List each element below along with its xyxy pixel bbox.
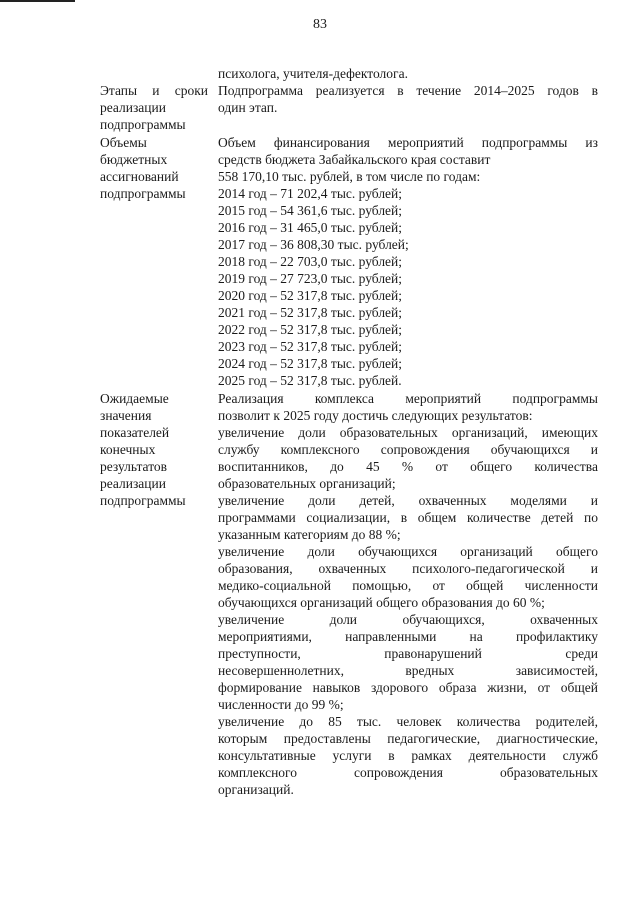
funding-intro-line: средств бюджета Забайкальского края составит xyxy=(218,152,491,167)
results-text-line: численности до 99 %; xyxy=(218,697,344,712)
funding-year-line: 2020 год – 52 317,8 тыс. рублей; xyxy=(218,288,403,303)
funding-year-line: 2024 год – 52 317,8 тыс. рублей; xyxy=(218,356,403,371)
results-text-line: комплексного сопровождения образовательных xyxy=(218,765,598,780)
funding-year-line: 2019 год – 27 723,0 тыс. рублей; xyxy=(218,271,403,286)
stages-label-line: Этапы и сроки xyxy=(100,83,208,98)
funding-intro-line: 558 170,10 тыс. рублей, в том числе по годам: xyxy=(218,169,481,184)
top-rule xyxy=(0,0,75,2)
results-text-line: увеличение доли обучающихся организаций общего xyxy=(218,544,598,559)
results-text-line: позволит к 2025 году достичь следующих результатов: xyxy=(218,408,533,423)
results-text-line: консультативные услуги в рамках деятельности служб xyxy=(218,748,598,763)
results-text-line: увеличение доли детей, охваченных моделями и xyxy=(218,493,598,508)
results-label-line: показателей xyxy=(100,425,170,440)
funding-label-line: бюджетных xyxy=(100,152,168,167)
results-text-line: образования, охваченных психолого-педагогической и xyxy=(218,561,598,576)
funding-year-line: 2025 год – 52 317,8 тыс. рублей. xyxy=(218,373,402,388)
results-text-line: службу комплексного сопровождения обучающихся и xyxy=(218,442,598,457)
stages-label-line: реализации xyxy=(100,100,166,115)
results-text-line: организаций. xyxy=(218,782,294,797)
stages-label-line: подпрограммы xyxy=(100,117,186,132)
results-text-line: образовательных организаций; xyxy=(218,476,396,491)
funding-year-line: 2022 год – 52 317,8 тыс. рублей; xyxy=(218,322,403,337)
funding-year-line: 2015 год – 54 361,6 тыс. рублей; xyxy=(218,203,403,218)
results-label-line: значения xyxy=(100,408,152,423)
funding-label-line: подпрограммы xyxy=(100,186,186,201)
results-label-line: конечных xyxy=(100,442,156,457)
results-label-line: подпрограммы xyxy=(100,493,186,508)
funding-label-line: ассигнований xyxy=(100,169,179,184)
results-label-line: реализации xyxy=(100,476,166,491)
results-label-line: Ожидаемые xyxy=(100,391,169,406)
results-text-line: мероприятиями, направленными на профилактику xyxy=(218,629,598,644)
results-text-line: формирование навыков здорового образа жизни, от общей xyxy=(218,680,598,695)
funding-year-line: 2017 год – 36 808,30 тыс. рублей; xyxy=(218,237,409,252)
stages-text-line: Подпрограмма реализуется в течение 2014–2025 годов в xyxy=(218,83,598,98)
results-text-line: указанным категориям до 88 %; xyxy=(218,527,401,542)
funding-year-line: 2014 год – 71 202,4 тыс. рублей; xyxy=(218,186,403,201)
results-label-line: результатов xyxy=(100,459,168,474)
results-text-line: преступности, правонарушений среди xyxy=(218,646,598,661)
results-text-line: программами социализации, в общем количестве детей по xyxy=(218,510,598,525)
funding-year-line: 2021 год – 52 317,8 тыс. рублей; xyxy=(218,305,403,320)
funding-year-line: 2018 год – 22 703,0 тыс. рублей; xyxy=(218,254,403,269)
results-text-line: Реализация комплекса мероприятий подпрограммы xyxy=(218,391,598,406)
results-text-line: которым предоставлены педагогические, диагностические, xyxy=(218,731,598,746)
results-text-line: обучающихся организаций общего образования до 60 %; xyxy=(218,595,545,610)
page-number: 83 xyxy=(313,17,327,32)
results-text-line: увеличение доли обучающихся, охваченных xyxy=(218,612,598,627)
results-text-line: увеличение доли образовательных организаций, имеющих xyxy=(218,425,598,440)
results-text-line: воспитанников, до 45 % от общего количества xyxy=(218,459,598,474)
intro-continuation: психолога, учителя-дефектолога. xyxy=(218,66,408,81)
funding-year-line: 2016 год – 31 465,0 тыс. рублей; xyxy=(218,220,403,235)
results-text-line: медико-социальной помощью, от общей численности xyxy=(218,578,598,593)
results-text-line: увеличение до 85 тыс. человек количества родителей, xyxy=(218,714,598,729)
stages-text-line: один этап. xyxy=(218,100,278,115)
results-text-line: несовершеннолетних, вредных зависимостей, xyxy=(218,663,598,678)
funding-year-line: 2023 год – 52 317,8 тыс. рублей; xyxy=(218,339,403,354)
funding-intro-line: Объем финансирования мероприятий подпрограммы из xyxy=(218,135,598,150)
funding-label-line: Объемы xyxy=(100,135,147,150)
